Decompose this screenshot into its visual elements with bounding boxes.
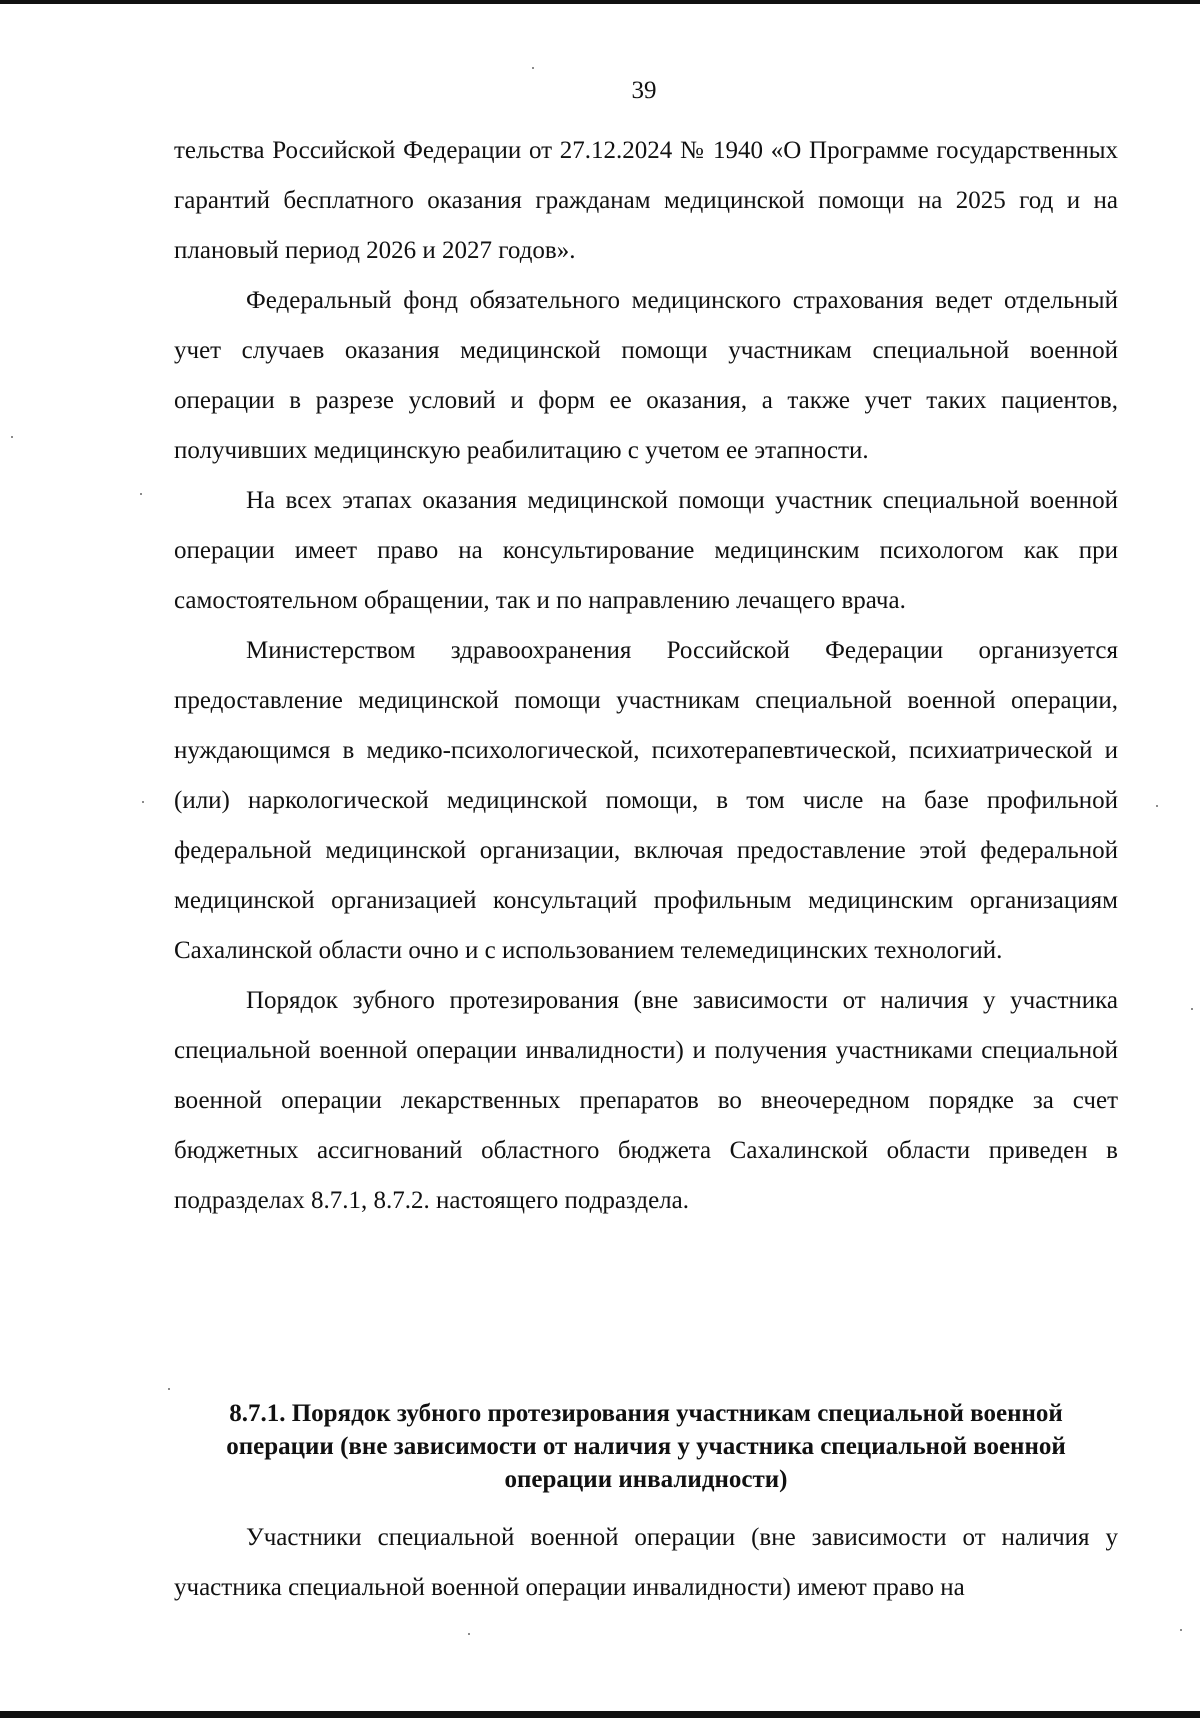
scan-speck [168,1388,170,1390]
scan-speck [1180,1629,1182,1631]
scan-edge-top [0,0,1200,4]
scan-speck [11,436,13,438]
scan-edge-bottom [0,1711,1200,1718]
paragraph-ministry: Министерством здравоохранения Российской Федерации организуется предоставление медицинской помощи участникам специальной военной операции, нуждающимся в медико-психологической, психотерапевтической, психиатрической и (или) наркологической медицинской помощи, в том числе на базе профильной федеральной медицинской организации, включая предоставление этой федеральной медицинской организацией консультаций профильным медицинским организациям Сахалинской области очно и с использованием телемедицинских технологий. [174,637,1118,964]
paragraph-dental-order: Порядок зубного протезирования (вне зависимости от наличия у участника специальной военной операции инвалидности) и получения участниками специальной военной операции лекарственных препаратов во внеочередном порядке за счет бюджетных ассигнований областного бюджета Сахалинской области приведен в подразделах 8.7.1, 8.7.2. настоящего подраздела. [174,987,1118,1214]
paragraph-continuation: тельства Российской Федерации от 27.12.2024 № 1940 «О Программе государственных гарантий бесплатного оказания гражданам медицинской помощи на 2025 год и на плановый период 2026 и 2027 годов». [174,137,1118,264]
section-heading: 8.7.1. Порядок зубного протезирования участникам специальной военной операции (вне зависимости от наличия у участника специальной военной операции инвалидности) [226,1400,1066,1493]
scan-speck [142,801,144,803]
scan-speck [1156,805,1158,807]
paragraph-psychologist: На всех этапах оказания медицинской помощи участник специальной военной операции имеет право на консультирование медицинским психологом как при самостоятельном обращении, так и по направлению лечащего врача. [174,487,1118,614]
scan-speck [532,67,534,69]
page-number: 39 [631,77,657,104]
paragraph-insurance-fund: Федеральный фонд обязательного медицинского страхования ведет отдельный учет случаев оказания медицинской помощи участникам специальной военной операции в разрезе условий и форм ее оказания, а также учет таких пациентов, получивших медицинскую реабилитацию с учетом ее этапности. [174,287,1118,464]
scan-speck [1191,1008,1193,1010]
trailing-text [174,1513,1118,1613]
body-text [174,126,1118,1226]
paragraph-trailing: Участники специальной военной операции (вне зависимости от наличия у участника специальной военной операции инвалидности) имеют право на [174,1524,1118,1601]
scan-speck [468,1633,470,1635]
scan-speck [140,493,142,495]
